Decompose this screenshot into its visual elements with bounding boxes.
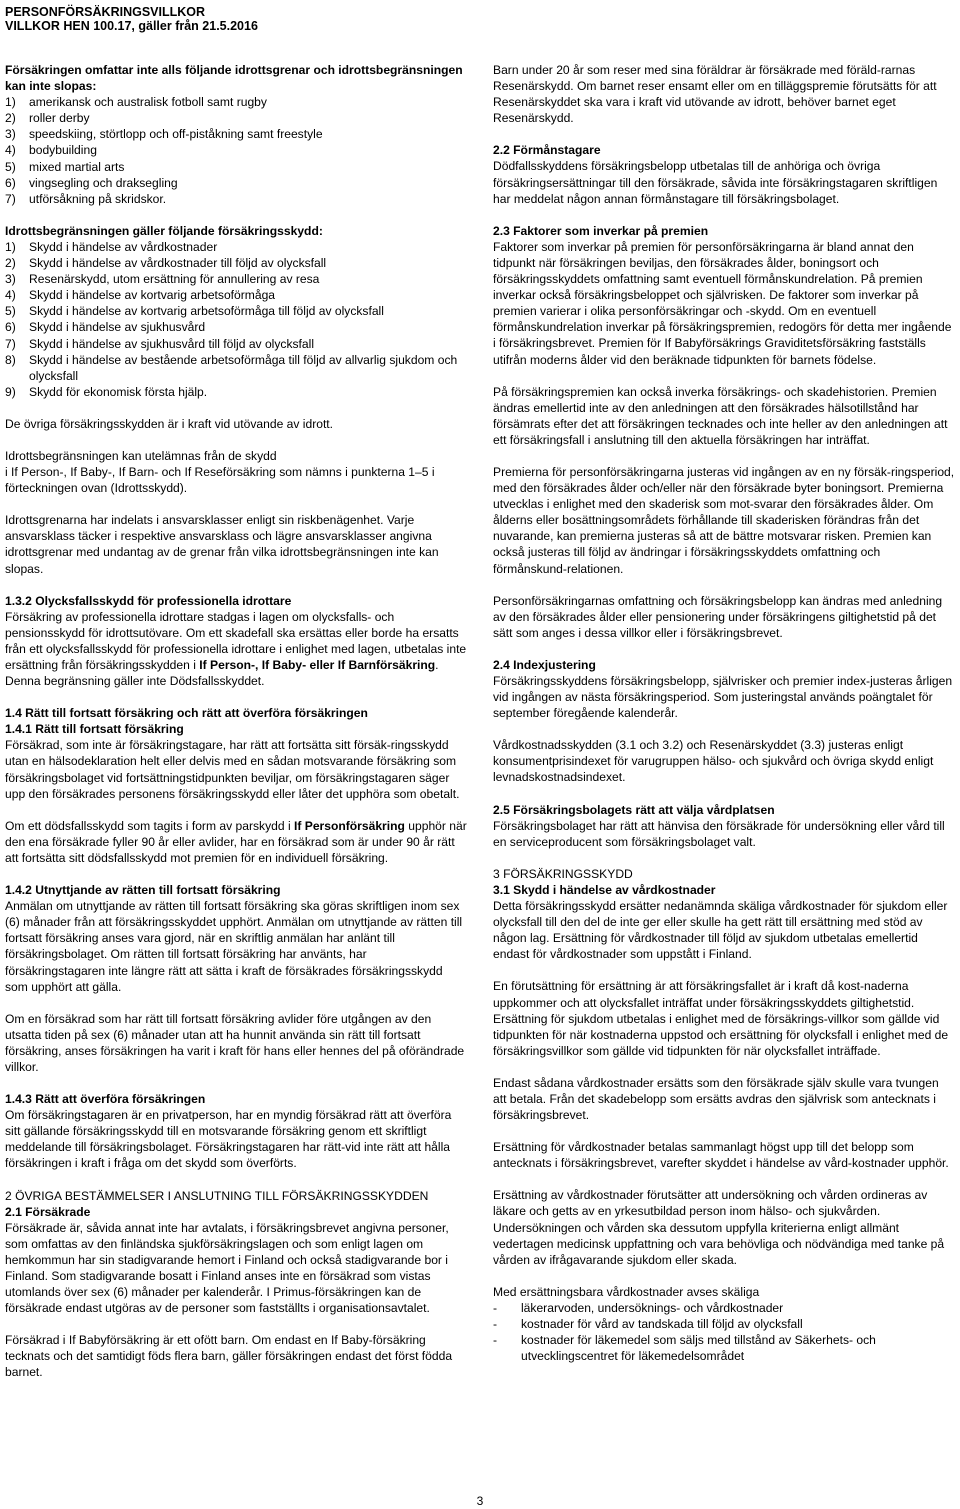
sports-exclusion-section bbox=[5, 62, 467, 207]
heading-3: 3 FÖRSÄKRINGSSKYDD bbox=[493, 866, 633, 881]
heading-1-4: 1.4 Rätt till fortsatt försäkring och rätt att överföra försäkringen bbox=[5, 706, 368, 721]
list-item-text: amerikansk och australisk fotboll samt rugby bbox=[29, 95, 267, 110]
paragraph-3-1-b: En förutsättning för ersättning är att försäkringsfallet är i kraft då kost-naderna uppkommer och att olycksfallet inträffat under försäkringsskyddets giltighetstid. Ersättning för sjukdom utbetalas i enlighet med de försäkrings-villkor som gällde vid tidpunkten för när kostnaderna uppstod och ersättning för olycksfall i enlighet med de försäkringsvillkor som gällde vid tidpunkten för när olycksfallet inträffade. bbox=[493, 979, 949, 1058]
paragraph-3-1-d: Ersättning för vårdkostnader betalas sammanlagt högst upp till det belopp som antecknats i försäkringsbrevet, varefter skyddet i händelse av vård-kostnader upphör. bbox=[493, 1140, 949, 1171]
list-item-text: mixed martial arts bbox=[29, 159, 125, 174]
list-item-text: Skydd för ekonomisk första hjälp. bbox=[29, 384, 208, 399]
list-item-marker: 7) bbox=[5, 336, 16, 351]
list-item-marker: 3) bbox=[5, 272, 16, 287]
section-1-4-2 bbox=[5, 882, 467, 995]
section-3-1 bbox=[493, 866, 955, 963]
paragraph-2-1-a: Försäkrade är, såvida annat inte har avtalats, i försäkringsbrevet angivna personer, som omfattas av den finländska sjukförsäkringslagen och som enligt lagen om hemkommun har sin stadigvarande hemort i Finland och också stadigvarande bor i Finland. Som stadigvarande bosatt i Finland anses inte en försäkrad som vistas utomlands över sex (6) månader per kalenderår. I Primus-försäkringen kan de försäkrade endast utgöras av de personer som fastställts i organisationsavtalet. bbox=[5, 1220, 449, 1316]
list-item-text: utförsåkning på skridskor. bbox=[29, 191, 167, 206]
section-2-5 bbox=[493, 802, 955, 850]
list-item-text: Skydd i händelse av kortvarig arbetsoförmåga bbox=[29, 288, 276, 303]
list-item-marker: 1) bbox=[5, 95, 16, 110]
list-item bbox=[5, 110, 467, 126]
paragraph-1-3-2 bbox=[5, 609, 467, 689]
paragraph-risk-classes: Idrottsgrenarna har indelats i ansvarsklasser enligt sin riskbenägenhet. Varje ansvarsklass täcker i respektive ansvarsklass och lägre ansvarsklasser angivna idrottsgrenar med undantag av de grenar från vilka idrottsbegränsningen inte kan slopas. bbox=[5, 513, 439, 576]
paragraph-2-4-b: Vårdkostnadsskydden (3.1 och 3.2) och Resenärskyddet (3.3) justeras enligt konsumentprisindexet för varugruppen hälso- och sjukvård och övriga skydd enligt levnadskostnadsindexet. bbox=[493, 738, 934, 785]
text-run-bold: If Personförsäkring bbox=[294, 818, 405, 833]
list-item bbox=[5, 159, 467, 175]
list-item bbox=[5, 126, 467, 142]
section-3-1-costs bbox=[493, 1284, 955, 1364]
list-item-text: vingsegling och draksegling bbox=[29, 175, 178, 190]
document-version: VILLKOR HEN 100.17, gäller från 21.5.2016 bbox=[5, 19, 258, 33]
section-1-4-1 bbox=[5, 705, 467, 802]
list-item-marker: 2) bbox=[5, 111, 16, 126]
section-2-2 bbox=[493, 142, 955, 206]
left-column bbox=[5, 62, 467, 1397]
list-item bbox=[5, 384, 467, 400]
list-item bbox=[493, 1300, 955, 1316]
heading-2-2: 2.2 Förmånstagare bbox=[493, 143, 601, 158]
list-item-marker: - bbox=[493, 1333, 498, 1348]
paragraph-1-4-2-a: Anmälan om utnyttjande av rätten till fortsatt försäkring ska göras skriftligen inom sex (6) månader från att försäkringsskyddet upphört. Anmälan om utnyttjande av rätten till fortsatt försäkring anses vara gjord, när en skriftlig anmälan har anlänt till försäkringsbolaget. Om rätten till fortsatt försäkring har använts, har försäkringstagaren inte längre rätt att sätta i kraft de försäkrades försäkringsskydd som upphört att gälla. bbox=[5, 899, 463, 994]
paragraph-2-3-b: På försäkringspremien kan också inverka försäkrings- och skadehistorien. Premien ändras emellertid inte av den anledningen att den försäkrades hälsotillstånd har försämrats efter det att försäkringen tecknades och inte heller av den anledningen att ett försäkringsfall i anslutning till den aktuella försäkringen har inträffat. bbox=[493, 384, 948, 447]
list-item-text: kostnader för läkemedel som säljs med tillstånd av Säkerhets- och utvecklingscentret för läkemedelsområdet bbox=[521, 1333, 876, 1364]
paragraph-2-3-d: Personförsäkringarnas omfattning och försäkringsbelopp kan ändras med anledning av den försäkrades ålder eller pensionering under försäkringens giltighetstid på det sätt som anges i dessa villkor eller i försäkringsbrevet. bbox=[493, 593, 943, 640]
list-item-marker: 4) bbox=[5, 143, 16, 158]
list-item bbox=[5, 191, 467, 207]
sports-list bbox=[5, 94, 467, 207]
list-item-marker: 2) bbox=[5, 256, 16, 271]
list-item-marker: 9) bbox=[5, 384, 16, 399]
list-item-marker: 8) bbox=[5, 352, 16, 367]
paragraph-exclusion-line1: Idrottsbegränsningen kan utelämnas från de skydd bbox=[5, 448, 277, 463]
paragraph-1-4-3: Om försäkringstagaren är en privatperson, har en myndig försäkrad rätt att överföra sitt gällande försäkringsskydd till en motsvarande försäkring genom ett skriftligt meddelande till försäkringsbolaget. Försäkringstagaren har rätt-vid inte rätt att hålla försäkringen i kraft i fråga om det skydd som överförts. bbox=[5, 1108, 452, 1171]
list-item bbox=[5, 271, 467, 287]
list-item-text: bodybuilding bbox=[29, 143, 97, 158]
text-run: Försäkring av professionella idrottare stadgas i lagen om olycksfalls- och pensionsskydd för idrottsutövare. Om ett skadefall ska ersättas eller borde ha ersatts från ett olycksfallsskydd för professionella idrottare i enlighet med lagen, utbetalas inte ersättning från försäkringsskydden i bbox=[5, 609, 467, 672]
list-item-text: Skydd i händelse av bestående arbetsoförmåga till följd av allvarlig sjukdom och olycksfall bbox=[29, 352, 458, 383]
list-item bbox=[493, 1316, 955, 1332]
list-item-text: läkerarvoden, undersöknings- och vårdkostnader bbox=[521, 1300, 784, 1315]
list-item-text: Skydd i händelse av vårdkostnader till följd av olycksfall bbox=[29, 256, 327, 271]
heading-3-1: 3.1 Skydd i händelse av vårdkostnader bbox=[493, 882, 716, 897]
text-run: Om ett dödsfallsskydd som tagits i form av parskydd i bbox=[5, 818, 295, 833]
section-2-4 bbox=[493, 657, 955, 721]
heading-2-5: 2.5 Försäkringsbolagets rätt att välja vårdplatsen bbox=[493, 802, 775, 817]
list-item bbox=[5, 319, 467, 335]
document-header bbox=[5, 5, 258, 33]
section-2-3 bbox=[493, 223, 955, 368]
list-item-marker: 5) bbox=[5, 159, 16, 174]
list-item-marker: 6) bbox=[5, 175, 16, 190]
sports-limit-list bbox=[5, 239, 467, 400]
heading-1-4-1: 1.4.1 Rätt till fortsatt försäkring bbox=[5, 722, 184, 737]
list-item-text: Skydd i händelse av vårdkostnader bbox=[29, 239, 218, 254]
heading-1-4-2: 1.4.2 Utnyttjande av rätten till fortsatt försäkring bbox=[5, 883, 281, 898]
list-item-marker: - bbox=[493, 1317, 498, 1331]
paragraph-3-1-f: Med ersättningsbara vårdkostnader avses skäliga bbox=[493, 1284, 760, 1299]
heading-1-4-3: 1.4.3 Rätt att överföra försäkringen bbox=[5, 1092, 206, 1107]
list-item-marker: 4) bbox=[5, 288, 16, 303]
list-item-marker: 5) bbox=[5, 304, 16, 319]
page-number: 3 bbox=[476, 1494, 484, 1508]
section-1-4-3 bbox=[5, 1091, 467, 1171]
paragraph-3-1-e: Ersättning av vårdkostnader förutsätter att undersökning och vården ordineras av läkare och getts av en yrkesutbildad person inom hälso- och sjukvården. Undersökningen och vården ska dessutom uppfylla kriterierna enligt allmänt vedertagen medicinsk uppfattning och vara behövliga och nödvändiga med tanke på vården av ifrågavarande sjukdom eller skada. bbox=[493, 1188, 945, 1267]
paragraph-2-1-b: Försäkrad i If Babyförsäkring är ett ofött barn. Om endast en If Baby-försäkring tecknats och det samtidigt föds flera barn, gäller försäkringen endast det först födda barnet. bbox=[5, 1333, 453, 1380]
paragraph-pair-cover bbox=[5, 818, 467, 866]
list-item bbox=[5, 336, 467, 352]
paragraph-exclusion-line2: i If Person-, If Baby-, If Barn- och If Reseförsäkring som nämns i punkterna 1–5 i förteckningen ovan (Idrottsskydd). bbox=[5, 465, 435, 496]
list-item-text: Resenärskydd, utom ersättning för annullering av resa bbox=[29, 272, 320, 287]
list-item-text: kostnader för vård av tandskada till följd av olycksfall bbox=[521, 1317, 803, 1331]
paragraph-3-1-c: Endast sådana vårdkostnader ersätts som den försäkrade själv skulle vara tvungen att betala. Från det skadebelopp som ersätts avdras den självrisk som antecknats i försäkringsbrevet. bbox=[493, 1075, 939, 1123]
list-item bbox=[5, 287, 467, 303]
sports-exclusion-intro: Försäkringen omfattar inte alls följande idrottsgrenar och idrottsbegränsningen kan inte slopas: bbox=[5, 63, 463, 94]
paragraph-1-4-1: Försäkrad, som inte är försäkringstagare, har rätt att fortsätta sitt försäk-ringsskydd utan en hälsodeklaration helt eller delvis med en sådan motsvarande försäkring som försäkringsbolaget vid fortsättningstidpunkten beviljar, om försäkringstagaren säger upp den försäkrades personens försäkringsskydd eller låter det upphöra som obetalt. bbox=[5, 738, 460, 801]
paragraph-3-1-a: Detta försäkringsskydd ersätter nedanämnda skäliga vårdkostnader för sjukdom eller olycksfall till den del de inte ger eller skulle ha gett rätt till ersättning med stöd av någon lag. Ersättning för vårdkostnader till följd av sjukdom utbetalas emellertid endast för vårdkostnader som uppstått i Finland. bbox=[493, 899, 948, 962]
heading-2-1: 2.1 Försäkrade bbox=[5, 1204, 91, 1219]
list-item bbox=[5, 352, 467, 384]
heading-2: 2 ÖVRIGA BESTÄMMELSER I ANSLUTNING TILL FÖRSÄKRINGSSKYDDEN bbox=[5, 1188, 429, 1203]
right-column bbox=[493, 62, 955, 1380]
list-item-text: roller derby bbox=[29, 111, 90, 126]
heading-2-4: 2.4 Indexjustering bbox=[493, 657, 596, 672]
paragraph-2-3-c: Premierna för personförsäkringarna justeras vid ingången av en ny försäk-ringsperiod, med den försäkrades ålder och/eller när den försäkrade byter boningsort. Premierna utvecklas i enlighet med den skaderisk som mot-svarar den försäkrades ålder. Om ålderns eller bosättningsområdets förhållande till skaderisken förändras från det nuvarande, kan premierna justeras så att de bättre motsvarar risken. Premien kan också justeras till följd av ändringar i försäkringsskyddets omfattning och förmånskund-relationen. bbox=[493, 464, 955, 576]
document-title: PERSONFÖRSÄKRINGSVILLKOR bbox=[5, 5, 206, 19]
list-item-marker: - bbox=[493, 1300, 498, 1315]
list-item bbox=[5, 142, 467, 158]
paragraph-2-4-a: Försäkringsskyddens försäkringsbelopp, självrisker och premier index-justeras årligen vid ingången av nästa försäkringsperiod. Som justeringstal används poängtalet för september föregående kalenderår. bbox=[493, 674, 953, 721]
list-item-marker: 7) bbox=[5, 191, 16, 206]
list-item-marker: 6) bbox=[5, 320, 16, 335]
sports-limit-section bbox=[5, 223, 467, 400]
text-run: upphör när den ena försäkrade fyller 90 år eller avlider, har en försäkrad som är under 90 år rätt att fortsätta sitt dödsfallsskydd mot premien för en individuell försäkring. bbox=[5, 818, 467, 865]
heading-1-3-2: 1.3.2 Olycksfallsskydd för professionella idrottare bbox=[5, 593, 292, 608]
list-item bbox=[5, 94, 467, 110]
section-1-3-2 bbox=[5, 593, 467, 690]
list-item-text: Skydd i händelse av sjukhusvård till följd av olycksfall bbox=[29, 336, 315, 351]
text-run-bold: If Person-, If Baby- eller If Barnförsäkring bbox=[199, 658, 436, 672]
paragraph-1-4-2-b: Om en försäkrad som har rätt till fortsatt försäkring avlider före utgången av den utsatta tiden på sex (6) månader utan att ha hunnit använda sin rätt till fortsatt försäkring, anses försäkringen ha varit i kraft för hans eller hennes del på oförändrade villkor. bbox=[5, 1011, 465, 1074]
list-item-text: Skydd i händelse av kortvarig arbetsoförmåga till följd av olycksfall bbox=[29, 304, 384, 319]
list-item bbox=[5, 175, 467, 191]
section-2-1 bbox=[5, 1188, 467, 1317]
paragraph-exclusion bbox=[5, 448, 467, 496]
list-item-text: speedskiing, störtlopp och off-piståkning samt freestyle bbox=[29, 127, 323, 142]
list-item-text: Skydd i händelse av sjukhusvård bbox=[29, 320, 206, 335]
list-item bbox=[5, 239, 467, 255]
paragraph-other-covers: De övriga försäkringsskydden är i kraft vid utövande av idrott. bbox=[5, 416, 334, 431]
cost-list bbox=[493, 1300, 955, 1364]
list-item bbox=[5, 303, 467, 319]
list-item bbox=[5, 255, 467, 271]
paragraph-2-3-a: Faktorer som inverkar på premien för personförsäkringarna är bland annat den tidpunkt när försäkringen beviljas, den försäkrades ålder, boningsort och försäkringsskyddets omfattning samt eventuell förmånskundrelation. På premien inverkar också försäkringsbeloppet och självrisken. De faktorer som inverkar på premien varierar i olika personförsäkringar och -skydd. Om en eventuell förmånskundrelation inverkar på försäkringspremien, redogörs för detta mer ingående i försäkringsbrevet. Premien för If Babyförsäkrings Graviditetsförsäkring fastställs utifrån moderns ålder vid den beräknade tidpunkten för barnets födelse. bbox=[493, 239, 952, 367]
paragraph-2-2: Dödfallsskyddens försäkringsbelopp utbetalas till de anhöriga och övriga försäkringsersättningar till den försäkrade, såvida inte försäkringstagaren skriftligen har meddelat någon annan förmånstagare till försäkringsbolaget. bbox=[493, 159, 938, 206]
heading-2-3: 2.3 Faktorer som inverkar på premien bbox=[493, 223, 709, 238]
paragraph-2-5: Försäkringsbolaget har rätt att hänvisa den försäkrade för undersökning eller vård till en serviceproducent som försäkringsbolaget valt. bbox=[493, 818, 945, 849]
sports-limit-intro: Idrottsbegränsningen gäller följande försäkringsskydd: bbox=[5, 223, 323, 238]
list-item-marker: 3) bbox=[5, 127, 16, 142]
paragraph-children: Barn under 20 år som reser med sina föräldrar är försäkrade med föräld-rarnas Resenärskydd. Om barnet reser ensamt eller om en tilläggspremie förutsätts för att Resenärskyddet ska vara i kraft vid utövande av idrott, behöver barnet eget Resenärskydd. bbox=[493, 63, 937, 126]
list-item-marker: 1) bbox=[5, 239, 16, 254]
list-item bbox=[493, 1332, 955, 1364]
text-run: . Denna begränsning gäller inte Dödsfallsskyddet. bbox=[5, 658, 439, 689]
